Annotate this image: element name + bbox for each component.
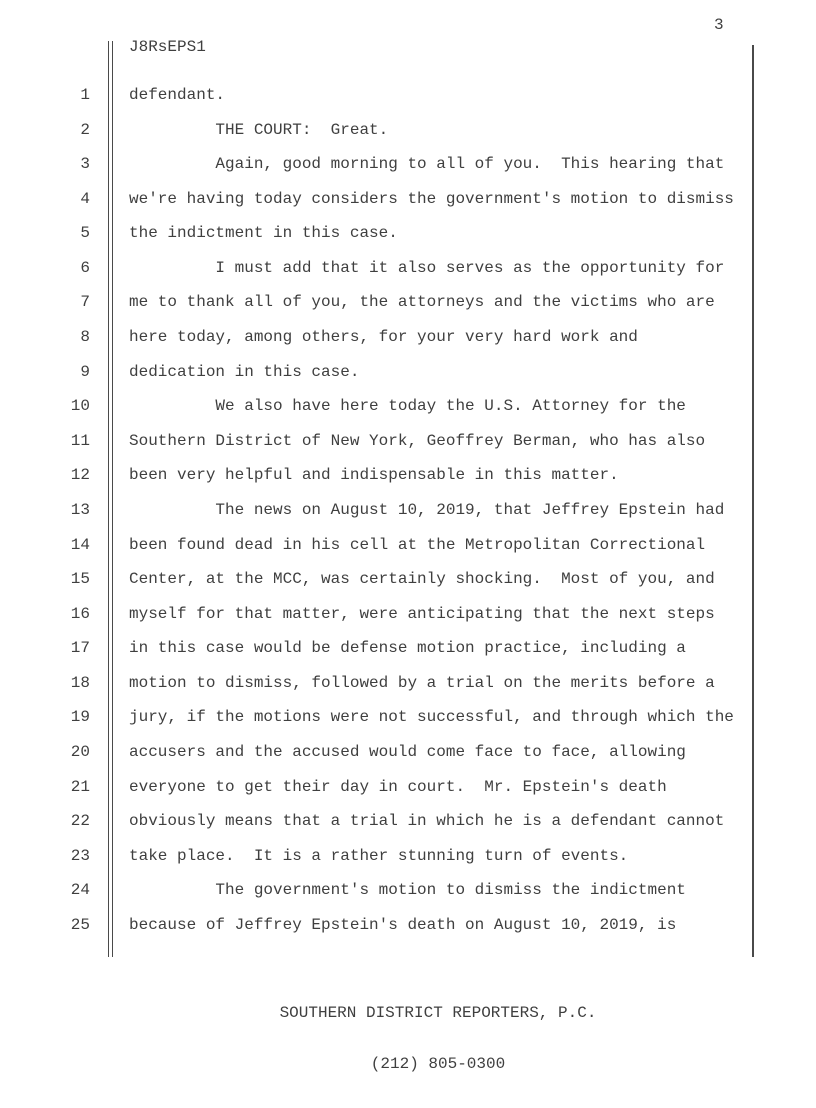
line-text: in this case would be defense motion practice, including a <box>129 639 686 658</box>
line-text: obviously means that a trial in which he is a defendant cannot <box>129 812 725 831</box>
transcript-session-id: J8RsEPS1 <box>129 38 206 56</box>
transcript-line <box>0 848 816 883</box>
transcript-line <box>0 779 816 814</box>
line-number: 19 <box>70 708 90 727</box>
line-number: 6 <box>80 258 90 277</box>
line-text: been very helpful and indispensable in this matter. <box>129 466 619 485</box>
line-text: take place. It is a rather stunning turn of events. <box>129 846 629 865</box>
line-text: myself for that matter, were anticipating that the next steps <box>129 604 715 623</box>
transcript-line <box>0 156 816 191</box>
line-number: 9 <box>80 362 90 381</box>
line-text: The news on August 10, 2019, that Jeffrey Epstein had <box>129 500 725 519</box>
transcript-line <box>0 813 816 848</box>
line-text: everyone to get their day in court. Mr. Epstein's death <box>129 777 667 796</box>
line-number: 2 <box>80 120 90 139</box>
transcript-line <box>0 709 816 744</box>
line-number: 20 <box>70 742 90 761</box>
line-text: jury, if the motions were not successful, and through which the <box>129 708 734 727</box>
line-text: the indictment in this case. <box>129 224 398 243</box>
line-text: defendant. <box>129 86 226 104</box>
line-number: 22 <box>70 812 90 831</box>
line-text: we're having today considers the government's motion to dismiss <box>129 189 734 208</box>
transcript-line <box>0 122 816 157</box>
transcript-line <box>0 329 816 364</box>
line-number: 23 <box>70 846 90 865</box>
line-number: 1 <box>80 86 90 104</box>
line-text: dedication in this case. <box>129 362 360 381</box>
transcript-line <box>0 467 816 502</box>
line-number: 10 <box>70 397 90 416</box>
line-number: 15 <box>70 570 90 589</box>
line-number: 17 <box>70 639 90 658</box>
transcript-line <box>0 882 816 917</box>
transcript-line <box>0 433 816 468</box>
line-number: 3 <box>80 155 90 174</box>
line-text: I must add that it also serves as the opportunity for <box>129 258 725 277</box>
transcript-line <box>0 294 816 329</box>
transcript-line <box>0 87 816 122</box>
transcript-line <box>0 744 816 779</box>
reporter-footer <box>60 970 816 1108</box>
line-text: motion to dismiss, followed by a trial on the merits before a <box>129 673 715 692</box>
reporter-name: SOUTHERN DISTRICT REPORTERS, P.C. <box>279 1003 597 1022</box>
transcript-line <box>0 537 816 572</box>
line-number: 7 <box>80 293 90 312</box>
line-number: 5 <box>80 224 90 243</box>
line-text: Southern District of New York, Geoffrey Berman, who has also <box>129 431 706 450</box>
line-text: Again, good morning to all of you. This hearing that <box>129 155 725 174</box>
line-text: because of Jeffrey Epstein's death on August 10, 2019, is <box>129 915 677 934</box>
line-text: accusers and the accused would come face to face, allowing <box>129 742 686 761</box>
transcript-line <box>0 364 816 399</box>
line-number: 8 <box>80 328 90 347</box>
transcript-line <box>0 675 816 710</box>
transcript-line <box>0 398 816 433</box>
transcript-line <box>0 191 816 226</box>
transcript-line <box>0 260 816 295</box>
reporter-phone: (212) 805-0300 <box>370 1055 506 1074</box>
transcript-line <box>0 225 816 260</box>
line-number: 21 <box>70 777 90 796</box>
transcript-line <box>0 606 816 641</box>
line-text: here today, among others, for your very hard work and <box>129 328 638 347</box>
line-text: THE COURT: Great. <box>129 120 389 139</box>
line-number: 4 <box>80 189 90 208</box>
line-number: 11 <box>70 431 90 450</box>
line-number: 12 <box>70 466 90 485</box>
transcript-line <box>0 917 816 952</box>
line-number: 13 <box>70 500 90 519</box>
transcript-line <box>0 502 816 537</box>
page-number: 3 <box>714 16 724 34</box>
line-number: 14 <box>70 535 90 554</box>
line-text: The government's motion to dismiss the indictment <box>129 881 686 900</box>
transcript-body <box>0 87 816 951</box>
line-number: 25 <box>70 915 90 934</box>
line-text: been found dead in his cell at the Metropolitan Correctional <box>129 535 706 554</box>
line-text: Center, at the MCC, was certainly shocking. Most of you, and <box>129 570 715 589</box>
line-text: We also have here today the U.S. Attorney for the <box>129 397 686 416</box>
line-number: 18 <box>70 673 90 692</box>
line-number: 24 <box>70 881 90 900</box>
transcript-line <box>0 640 816 675</box>
line-text: me to thank all of you, the attorneys and the victims who are <box>129 293 715 312</box>
transcript-line <box>0 571 816 606</box>
line-number: 16 <box>70 604 90 623</box>
